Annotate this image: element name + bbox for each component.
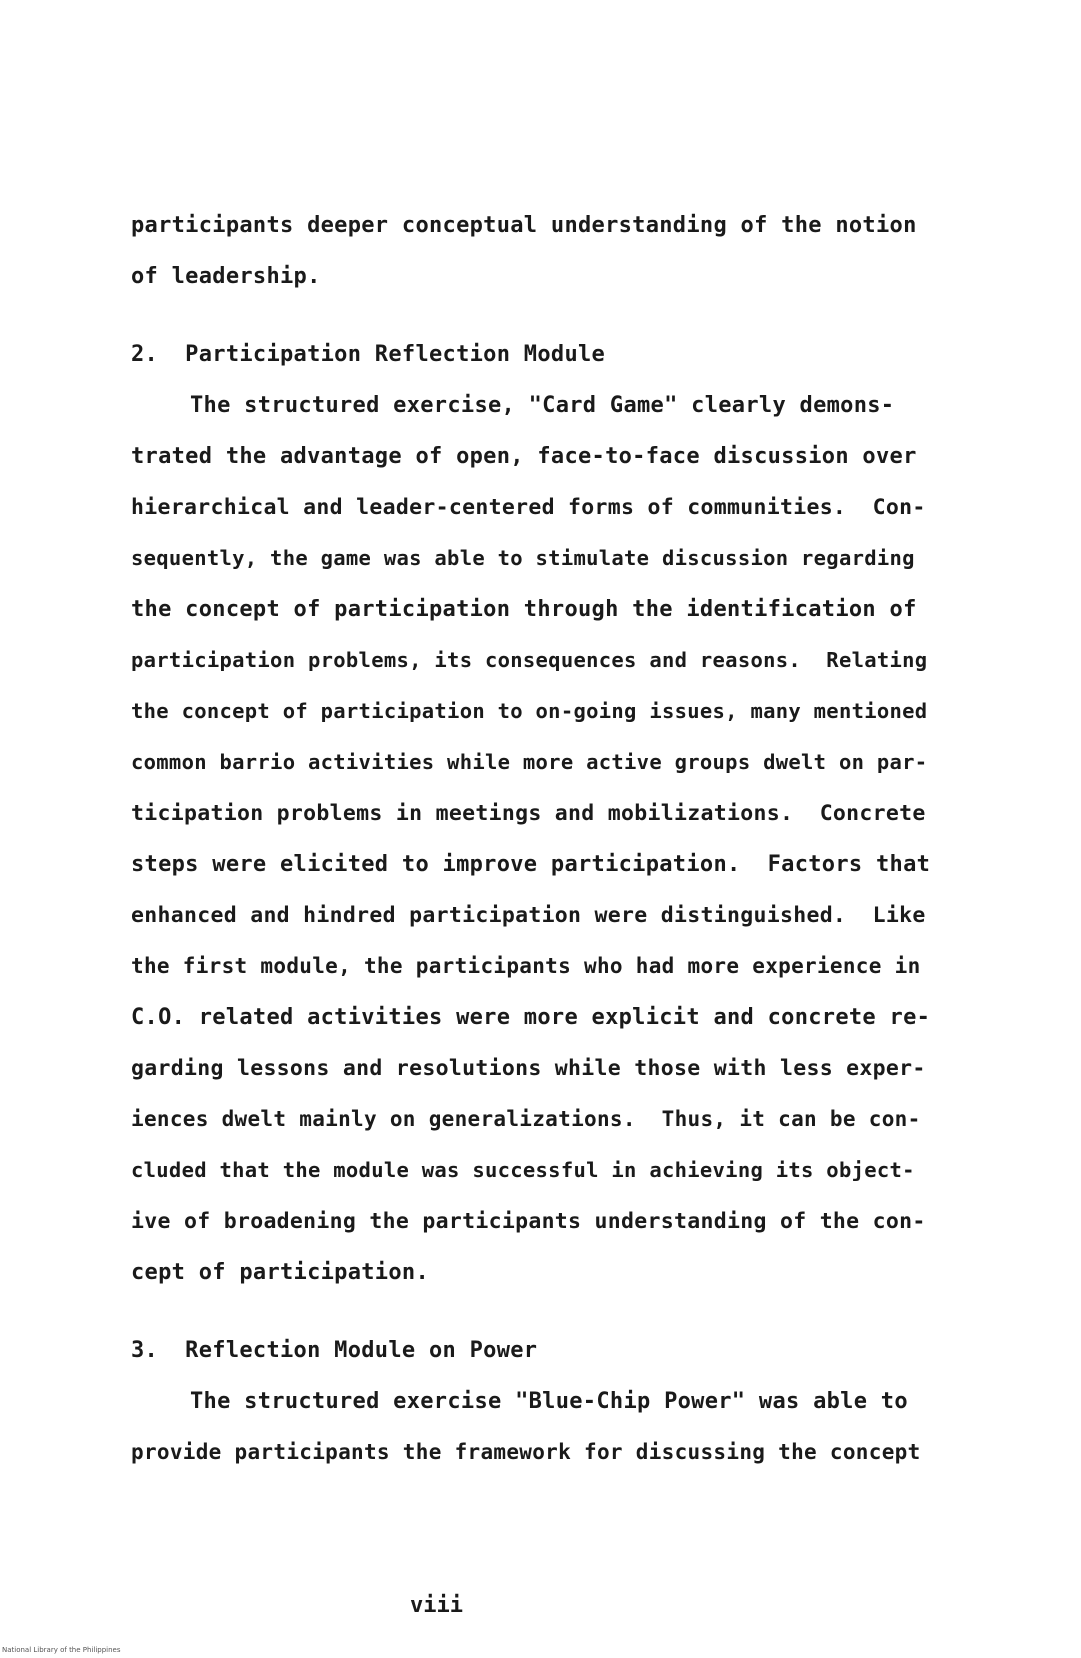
text-line: The structured exercise, "Card Game" clearly demons- bbox=[190, 393, 895, 418]
text-line: the concept of participation through the identification of bbox=[131, 597, 917, 622]
text-line: provide participants the framework for discussing the concept bbox=[131, 1440, 921, 1464]
text-line: cept of participation. bbox=[131, 1260, 429, 1285]
page-number: viii bbox=[410, 1593, 463, 1618]
text-line: iences dwelt mainly on generalizations. Thus, it can be con- bbox=[131, 1107, 921, 1131]
section-heading: 2. Participation Reflection Module bbox=[131, 342, 606, 367]
text-line: the concept of participation to on-going issues, many mentioned bbox=[131, 699, 928, 723]
text-line: common barrio activities while more active groups dwelt on par- bbox=[131, 750, 928, 774]
text-line: garding lessons and resolutions while those with less exper- bbox=[131, 1056, 926, 1081]
text-line: hierarchical and leader-centered forms of communities. Con- bbox=[131, 495, 926, 520]
text-line: the first module, the participants who had more experience in bbox=[131, 954, 921, 978]
text-line: participants deeper conceptual understanding of the notion bbox=[131, 213, 917, 238]
text-line: sequently, the game was able to stimulate discussion regarding bbox=[131, 546, 915, 570]
section-heading: 3. Reflection Module on Power bbox=[131, 1338, 538, 1363]
footer-note: National Library of the Philippines bbox=[2, 1646, 121, 1654]
text-line: ive of broadening the participants understanding of the con- bbox=[131, 1209, 926, 1234]
text-line: cluded that the module was successful in achieving its object- bbox=[131, 1158, 915, 1182]
text-line: enhanced and hindred participation were distinguished. Like bbox=[131, 903, 926, 928]
text-line: of leadership. bbox=[131, 264, 321, 289]
text-line: The structured exercise "Blue-Chip Power" was able to bbox=[190, 1389, 908, 1414]
text-line: trated the advantage of open, face-to-face discussion over bbox=[131, 444, 917, 469]
text-line: C.O. related activities were more explicit and concrete re- bbox=[131, 1005, 931, 1030]
text-line: participation problems, its consequences and reasons. Relating bbox=[131, 648, 928, 672]
text-line: ticipation problems in meetings and mobilizations. Concrete bbox=[131, 801, 926, 826]
text-line: steps were elicited to improve participation. Factors that bbox=[131, 852, 931, 877]
